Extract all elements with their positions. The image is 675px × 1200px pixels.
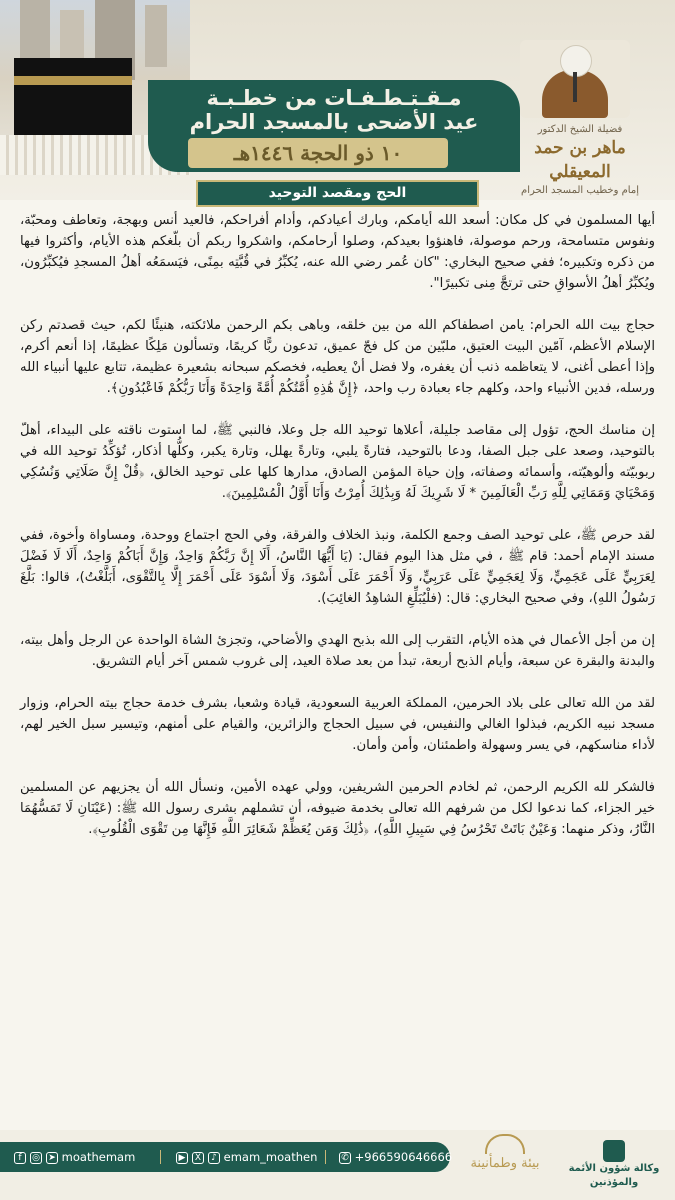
instagram-icon: ◎ [30,1152,42,1164]
divider [160,1150,161,1164]
kaaba-shape [14,58,132,140]
paragraph: إن من أجل الأعمال في هذه الأيام، التقرب إلى الله بذبح الهدي والأضاحي، وتجزئ الشاة الواحدة عن الرجل وأهل بيته، والبدنة والبقرة عن سبعة، وأيام الذبح أربعة، تبدأ من بعد صلاة العيد، إلى غروب شمس آخر أيام التشريق. [20,633,655,669]
title-panel [148,80,520,172]
social-handle-2: emam_moathen [223,1150,318,1164]
phone-group[interactable] [335,1142,452,1172]
title-line-2: عيد الأضحى بالمسجد الحرام [189,110,479,134]
social-bar [0,1142,453,1172]
building-shape [145,5,167,67]
section-title: الحج ومقصد التوحيد [196,180,479,207]
tiktok-icon: ♪ [208,1152,220,1164]
imam-honorific: فضيلة الشيخ الدكتور [537,124,623,135]
divider [325,1150,326,1164]
footer [0,1130,675,1200]
social-group-2[interactable] [172,1142,317,1172]
mosque-dome-icon [485,1134,525,1154]
paragraph: أيها المسلمون في كل مكان: أسعد الله أيامكم، وبارك أعيادكم، وأدام أفراحكم، فالعيد أنس وبهجة، وتعاطف ومحبّة، ونفوس متسامحة، ورحم موصولة، فاهنؤوا بعيدكم، وصلوا أرحامكم، واشكروا ربكم أن بلّغكم هذه الأيام، وأكثروا فيها من ذكره وتكبيره؛ ففي صحيح البخاري: "كان عُمر رضي الله عنه، يُكبِّرُ في قُبَّتِه بمِنًى، فيَسمَعُه أهلُ المسجدِ فيُكبِّرُون، ويُكبِّرُ أهلُ الأسواقِ حتى ترتجَّ مِنى تكبيرًا". [20,213,655,291]
campaign-logo [460,1134,550,1184]
kaaba-gold-band [14,76,132,85]
imam-role: إمام وخطيب المسجد الحرام [521,185,639,196]
whatsapp-icon: ✆ [339,1152,351,1164]
header-banner [0,0,675,200]
social-group-1[interactable] [10,1142,135,1172]
sermon-text [20,210,655,1130]
paragraph: فالشكر لله الكريم الرحمن، ثم لخادم الحرمين الشريفين، وولي عهده الأمين، ونسأل الله أن يجزيهم عن المسلمين خير الجزاء، كما ندعوا لكل من شرفهم الله تعالى بخدمة ضيوفه، أن تشملهم بشرى رسول الله ﷺ: (عَيْنَانِ لَا تَمَسُّهُمَا النَّارُ، وذكر منهما: وَعَيْنٌ بَاتَتْ تَحْرُسُ فِي سَبِيلِ اللَّهِ)، ﴿ذَٰلِكَ وَمَن يُعَظِّمْ شَعَائِرَ اللَّهِ فَإِنَّهَا مِن تَقْوَى الْقُلُوبِ﴾. [20,780,655,837]
phone-number: +966590646666 [354,1150,453,1164]
imam-photo [520,40,630,118]
agency-logo [558,1140,670,1186]
imam-name: ماهر بن حمد المعيقلي [534,138,626,182]
campaign-logo-text: بيئة وطمأنينة [470,1156,540,1171]
telegram-icon: ➤ [46,1152,58,1164]
paragraph: لقد من الله تعالى على بلاد الحرمين، المملكة العربية السعودية، قيادة وشعبا، بشرف خدمة حجاج بيته الحرام، وزوار مسجد نبيه الكريم، فبذلوا الغالي والنفيس، في سبيل الحجاج والزائرين، والقيام على أمنهم، وتيسير سبل الخير لهم، لأداء مناسكهم، في يسر وسهولة واطمئنان، وأمن وأمان. [20,696,655,753]
paragraph: إن مناسك الحج، تؤول إلى مقاصد جليلة، أعلاها توحيد الله جل وعلا، فالنبي ﷺ، لما استوت ناقته على البيداء، أهلّ بالتوحيد، وصعد على جبل الصفا، ودعا بالتوحيد، فتارةً يلبي، وتارةً يهلل، وتارة يكبر، وكلُّها أذكار، تُؤكِّدُ توحيد الله في ربوبيّته وألوهيّته، وأسمائه وصفاته، وإن حياة المؤمن الصادق، مدارها كلها على توحيد الخالق، ﴿قُلْ إِنَّ صَلَاتِي وَنُسُكِي وَمَحْيَايَ وَمَمَاتِي لِلَّهِ رَبِّ الْعَالَمِينَ * لَا شَرِيكَ لَهُ وَبِذَٰلِكَ أُمِرْتُ وَأَنَا أَوَّلُ الْمُسْلِمِينَ﴾. [20,423,655,501]
agency-logo-text: وكالة شؤون الأئمة والمؤذنين [568,1163,660,1188]
paragraph: لقد حرص ﷺ، على توحيد الصف وجمع الكلمة، ونبذ الخلاف والفرقة، وفي الحج اجتماع ووحدة، ومساواة وأخوة، ففي مسند الإمام أحمد: قام ﷺ ، في مثل هذا اليوم فقال: (يَا أَيُّهَا النَّاسُ، أَلَا إِنَّ رَبَّكُمْ وَاحِدٌ، وَإِنَّ أَبَاكُمْ وَاحِدٌ، أَلَا لَا فَضْلَ لِعَرَبِيٍّ عَلَى عَجَمِيٍّ، وَلَا لِعَجَمِيٍّ عَلَى عَرَبِيٍّ، وَلَا أَحْمَرَ عَلَى أَسْوَدَ، وَلَا أَسْوَدَ عَلَى أَحْمَرَ إِلَّا بِالتَّقْوَى، أَبَلَّغْتُ)، قالوا: بَلَّغَ رَسُولُ اللهِ)، وفي صحيح البخاري: قال: (فلْيُبَلِّغِ الشاهِدُ الغائِبَ). [20,528,655,606]
paragraph: حجاج بيت الله الحرام: يامن اصطفاكم الله من بين خلقه، وباهى بكم الرحمن ملائكته، هنيئًا لكم، حيث قصدتم ركن الإسلام الأعظم، آمّين البيت العتيق، ملبّين من كل فجّ عميق، تدعون ربًّا كريمًا، وتسألون مَلِكًا عظيمًا، إذا أنعم أكرم، وإذا أعطى أغنى، لا يتعاظمه ذنب أن يغفره، ولا فضل أنْ يعطيه، فخصكم سبحانه بشعيرة عظيمة، تتابع عليها أنبياء الله ورسله، فدين الأنبياء واحد، وكلهم جاء بعبادة رب واحد، ﴿إِنَّ هَٰذِهِ أُمَّتُكُمْ أُمَّةً وَاحِدَةً وَأَنَا رَبُّكُمْ فَاعْبُدُونِ﴾. [20,318,655,396]
title-line-1: مـقـتـطـفـات من خطـبـة [206,86,462,110]
hijri-date: ١٠ ذو الحجة ١٤٤٦هـ [188,138,448,168]
social-handle-1: moathemam [61,1150,136,1164]
imam-info [505,124,655,194]
facebook-icon: f [14,1152,26,1164]
agency-mark-icon [603,1140,625,1162]
x-icon: X [192,1152,204,1164]
youtube-icon: ▶ [176,1152,188,1164]
microphone-icon [573,72,577,102]
